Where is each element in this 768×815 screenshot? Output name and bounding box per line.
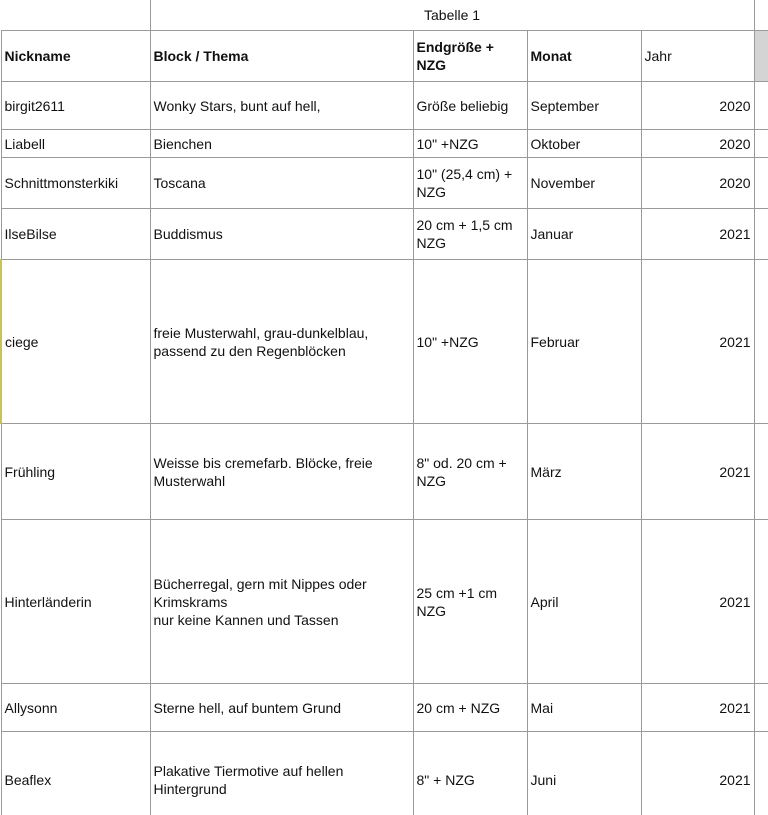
table-row: [1, 130, 768, 158]
cell-size[interactable]: 8" od. 20 cm + NZG: [413, 424, 527, 520]
cell-year[interactable]: 2021: [641, 260, 754, 424]
cell-block[interactable]: freie Musterwahl, grau-dunkelblau, passend zu den Regenblöcken: [150, 260, 413, 424]
cell-month[interactable]: März: [527, 424, 641, 520]
header-block[interactable]: Block / Thema: [150, 31, 413, 82]
cell-year[interactable]: 2021: [641, 424, 754, 520]
cell-block[interactable]: Sterne hell, auf buntem Grund: [150, 684, 413, 732]
cell-nickname[interactable]: Allysonn: [1, 684, 150, 732]
cell-nickname[interactable]: Hinterländerin: [1, 520, 150, 684]
cell-year[interactable]: 2020: [641, 82, 754, 130]
cell-block[interactable]: Buddismus: [150, 209, 413, 260]
scrollbar-track[interactable]: [754, 209, 768, 260]
cell-size[interactable]: Größe beliebig: [413, 82, 527, 130]
table-row: [1, 684, 768, 732]
corner-cell[interactable]: [1, 0, 150, 31]
cell-month[interactable]: Mai: [527, 684, 641, 732]
cell-block[interactable]: Toscana: [150, 158, 413, 209]
cell-block[interactable]: Plakative Tiermotive auf hellen Hintergrund: [150, 732, 413, 815]
cell-size[interactable]: 10" +NZG: [413, 130, 527, 158]
table-row: [1, 260, 768, 424]
cell-nickname[interactable]: ciege: [1, 260, 150, 424]
caption-row: [1, 0, 768, 31]
cell-size[interactable]: 10" +NZG: [413, 260, 527, 424]
cell-size[interactable]: 20 cm + NZG: [413, 684, 527, 732]
cell-size[interactable]: 8" + NZG: [413, 732, 527, 815]
table-row: [1, 209, 768, 260]
cell-nickname[interactable]: Liabell: [1, 130, 150, 158]
cell-size[interactable]: 25 cm +1 cm NZG: [413, 520, 527, 684]
scrollbar-thumb[interactable]: [754, 31, 768, 82]
scrollbar-track[interactable]: [754, 520, 768, 684]
table-row: [1, 82, 768, 130]
table-caption: Tabelle 1: [150, 0, 754, 31]
cell-year[interactable]: 2021: [641, 209, 754, 260]
cell-nickname[interactable]: Schnittmonsterkiki: [1, 158, 150, 209]
cell-month[interactable]: Februar: [527, 260, 641, 424]
scrollbar-track[interactable]: [754, 684, 768, 732]
cell-year[interactable]: 2020: [641, 130, 754, 158]
cell-block[interactable]: Weisse bis cremefarb. Blöcke, freie Musterwahl: [150, 424, 413, 520]
cell-year[interactable]: 2021: [641, 520, 754, 684]
cell-year[interactable]: 2021: [641, 684, 754, 732]
scrollbar-track[interactable]: [754, 130, 768, 158]
cell-nickname[interactable]: birgit2611: [1, 82, 150, 130]
caption-edge-cell: [754, 0, 768, 31]
cell-month[interactable]: November: [527, 158, 641, 209]
cell-month[interactable]: Oktober: [527, 130, 641, 158]
header-size[interactable]: Endgröße + NZG: [413, 31, 527, 82]
cell-nickname[interactable]: Beaflex: [1, 732, 150, 815]
cell-block[interactable]: Wonky Stars, bunt auf hell,: [150, 82, 413, 130]
cell-month[interactable]: September: [527, 82, 641, 130]
cell-block[interactable]: Bienchen: [150, 130, 413, 158]
header-year[interactable]: Jahr: [641, 31, 754, 82]
table-row: [1, 158, 768, 209]
cell-month[interactable]: Juni: [527, 732, 641, 815]
cell-size[interactable]: 10" (25,4 cm) + NZG: [413, 158, 527, 209]
scrollbar-track[interactable]: [754, 260, 768, 424]
scrollbar-track[interactable]: [754, 82, 768, 130]
scrollbar-track[interactable]: [754, 158, 768, 209]
table-row: [1, 520, 768, 684]
table-row: [1, 424, 768, 520]
scrollbar-track[interactable]: [754, 732, 768, 815]
cell-block[interactable]: Bücherregal, gern mit Nippes oder Krimskrams nur keine Kannen und Tassen: [150, 520, 413, 684]
cell-size[interactable]: 20 cm + 1,5 cm NZG: [413, 209, 527, 260]
scrollbar-track[interactable]: [754, 424, 768, 520]
header-row: [1, 31, 768, 82]
table-row: [1, 732, 768, 815]
header-month[interactable]: Monat: [527, 31, 641, 82]
cell-nickname[interactable]: IlseBilse: [1, 209, 150, 260]
cell-year[interactable]: 2021: [641, 732, 754, 815]
cell-nickname[interactable]: Frühling: [1, 424, 150, 520]
header-nickname[interactable]: Nickname: [1, 31, 150, 82]
cell-month[interactable]: April: [527, 520, 641, 684]
cell-year[interactable]: 2020: [641, 158, 754, 209]
cell-month[interactable]: Januar: [527, 209, 641, 260]
